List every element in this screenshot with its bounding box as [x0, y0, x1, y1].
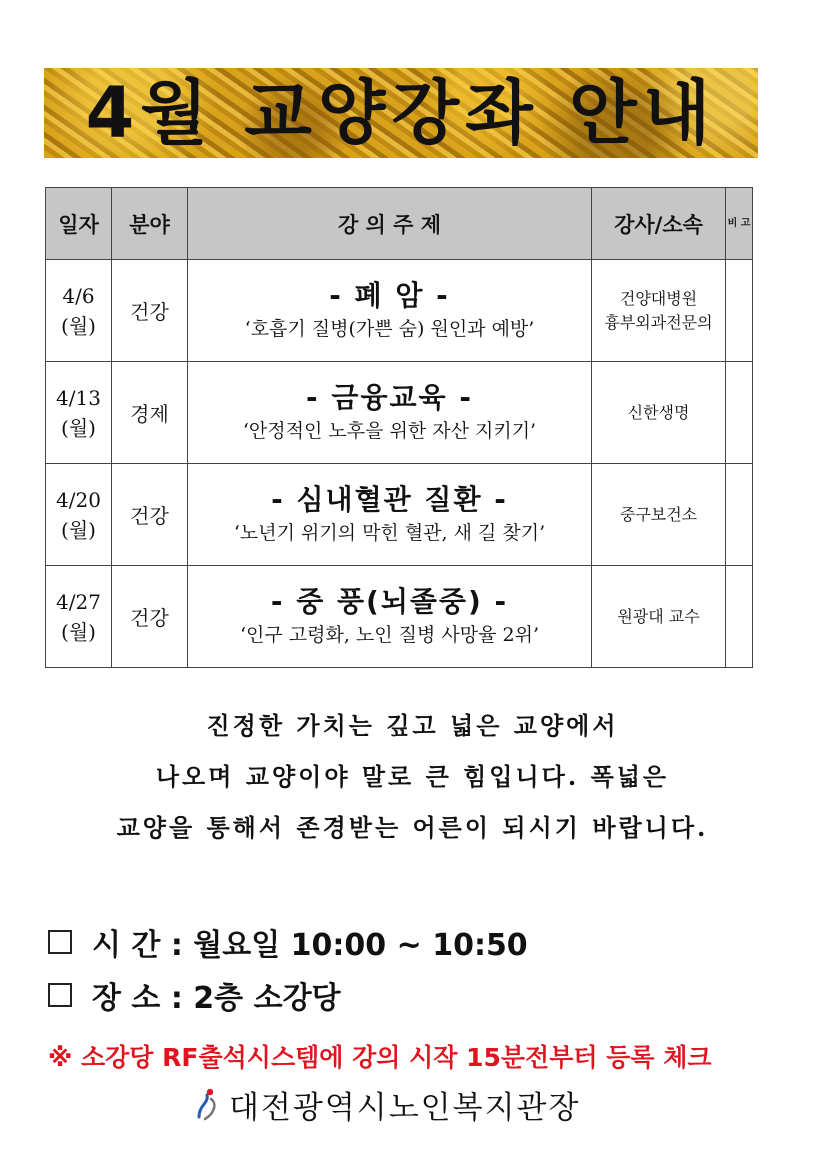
- message-line: 진정한 가치는 깊고 넓은 교양에서: [206, 711, 619, 740]
- table-row: [46, 464, 753, 566]
- note-cell: [726, 260, 753, 362]
- header-note: 비 고: [726, 188, 753, 260]
- topic-subtitle: ‘안정적인 노후을 위한 자산 지키기’: [242, 419, 537, 442]
- welfare-center-logo-icon: [195, 1087, 221, 1123]
- lecturer-line: 신한생명: [627, 402, 690, 422]
- message-line: 교양을 통해서 존경받는 어른이 되시기 바랍니다.: [116, 813, 709, 842]
- lecturer-line: 건양대병원: [619, 288, 698, 308]
- note-cell: [726, 566, 753, 668]
- topic-subtitle: ‘노년기 위기의 막힌 혈관, 새 길 찾기’: [233, 521, 546, 544]
- date: 4/6: [62, 283, 95, 308]
- table-row: [46, 566, 753, 668]
- date-cell: [46, 260, 112, 362]
- weekday: (월): [61, 517, 96, 542]
- topic-cell: [188, 566, 592, 668]
- footer-signature: [195, 1082, 580, 1127]
- table-header-row: [46, 188, 753, 260]
- topic-cell: [188, 260, 592, 362]
- lecturer-cell: [592, 260, 726, 362]
- topic-title: - 금융교육 -: [306, 380, 473, 414]
- place-text: 장 소 : 2층 소강당: [92, 981, 341, 1016]
- field-cell: 경제: [112, 362, 188, 464]
- date-cell: [46, 464, 112, 566]
- intro-message: [0, 700, 825, 853]
- time-info: [48, 920, 528, 964]
- checkbox-square-icon: [48, 930, 72, 954]
- title-banner: [44, 68, 758, 158]
- date-cell: [46, 566, 112, 668]
- lecturer-line: 원광대 교수: [617, 606, 700, 626]
- header-date: 일자: [46, 188, 112, 260]
- weekday: (월): [61, 313, 96, 338]
- organization-name: 대전광역시노인복지관장: [229, 1090, 581, 1126]
- place-info: [48, 973, 341, 1017]
- header-lecturer: 강사/소속: [592, 188, 726, 260]
- field-cell: 건강: [112, 566, 188, 668]
- field-cell: 건강: [112, 464, 188, 566]
- header-field: 분야: [112, 188, 188, 260]
- topic-title: - 중 풍(뇌졸중) -: [270, 584, 509, 618]
- table-row: [46, 260, 753, 362]
- lecture-schedule-table: [45, 187, 753, 668]
- checkbox-square-icon: [48, 983, 72, 1007]
- note-cell: [726, 464, 753, 566]
- lecturer-cell: [592, 464, 726, 566]
- topic-subtitle: ‘호흡기 질병(가쁜 숨) 원인과 예방’: [244, 317, 535, 340]
- topic-cell: [188, 464, 592, 566]
- lecturer-cell: [592, 362, 726, 464]
- weekday: (월): [61, 415, 96, 440]
- lecturer-line: 흉부외과전문의: [604, 312, 713, 332]
- date: 4/27: [56, 589, 101, 614]
- table-row: [46, 362, 753, 464]
- topic-subtitle: ‘인구 고령화, 노인 질병 사망율 2위’: [239, 623, 539, 646]
- field-cell: 건강: [112, 260, 188, 362]
- topic-title: - 폐 암 -: [329, 278, 450, 312]
- lecturer-line: 중구보건소: [619, 504, 698, 524]
- page-title: 4월 교양강좌 안내: [85, 72, 717, 154]
- date: 4/13: [56, 385, 101, 410]
- header-topic: 강 의 주 제: [188, 188, 592, 260]
- time-text: 시 간 : 월요일 10:00 ~ 10:50: [92, 928, 528, 963]
- topic-cell: [188, 362, 592, 464]
- message-line: 나오며 교양이야 말로 큰 힘입니다. 폭넓은: [155, 762, 670, 791]
- topic-title: - 심내혈관 질환 -: [271, 482, 508, 516]
- date: 4/20: [56, 487, 101, 512]
- lecturer-cell: [592, 566, 726, 668]
- date-cell: [46, 362, 112, 464]
- attendance-notice: ※ 소강당 RF출석시스템에 강의 시작 15분전부터 등록 체크: [48, 1043, 712, 1072]
- note-cell: [726, 362, 753, 464]
- weekday: (월): [61, 619, 96, 644]
